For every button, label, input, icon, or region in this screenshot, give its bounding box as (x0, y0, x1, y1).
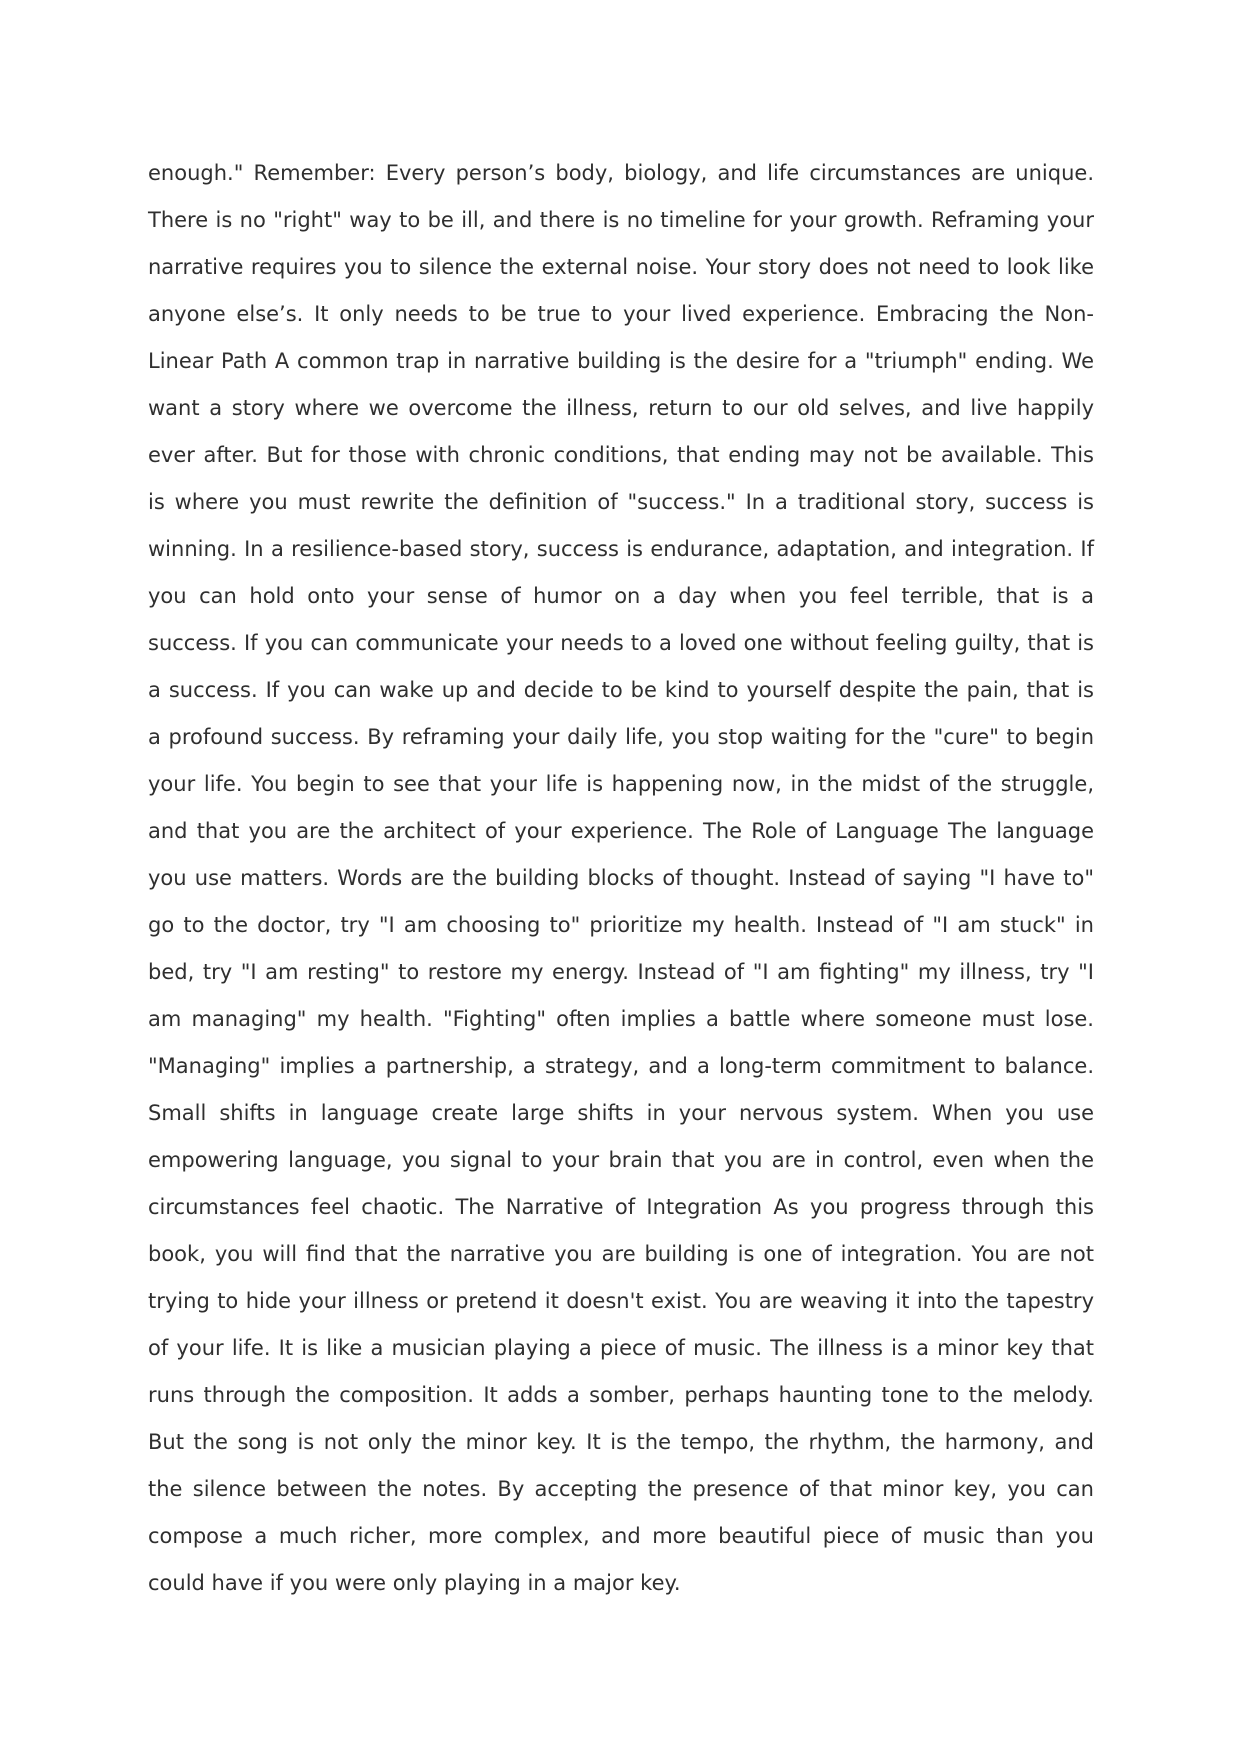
text-line: a profound success. By reframing your daily life, you stop waiting for the "cure" to begin (148, 725, 1094, 749)
text-line: narrative requires you to silence the external noise. Your story does not need to look like (148, 255, 1094, 279)
text-line: of your life. It is like a musician playing a piece of music. The illness is a minor key that (148, 1336, 1094, 1360)
text-line: But the song is not only the minor key. It is the tempo, the rhythm, the harmony, and (148, 1430, 1094, 1454)
text-line: you can hold onto your sense of humor on a day when you feel terrible, that is a (148, 584, 1094, 608)
text-line: Small shifts in language create large shifts in your nervous system. When you use (148, 1101, 1094, 1125)
text-line: a success. If you can wake up and decide to be kind to yourself despite the pain, that is (148, 678, 1094, 702)
text-line: circumstances feel chaotic. The Narrative of Integration As you progress through this (148, 1195, 1094, 1219)
text-line: want a story where we overcome the illness, return to our old selves, and live happily (148, 396, 1094, 420)
text-line: bed, try "I am resting" to restore my energy. Instead of "I am fighting" my illness, try "I (148, 960, 1094, 984)
text-line: There is no "right" way to be ill, and there is no timeline for your growth. Reframing your (148, 208, 1094, 232)
text-line: "Managing" implies a partnership, a strategy, and a long-term commitment to balance. (148, 1054, 1094, 1078)
text-line: enough." Remember: Every person’s body, biology, and life circumstances are unique. (148, 161, 1094, 185)
text-line: winning. In a resilience-based story, success is endurance, adaptation, and integration. If (148, 537, 1094, 561)
text-line: you use matters. Words are the building blocks of thought. Instead of saying "I have to" (148, 866, 1094, 890)
text-line: empowering language, you signal to your brain that you are in control, even when the (148, 1148, 1094, 1172)
text-line: trying to hide your illness or pretend it doesn't exist. You are weaving it into the tapestry (148, 1289, 1094, 1313)
text-line: am managing" my health. "Fighting" often implies a battle where someone must lose. (148, 1007, 1094, 1031)
text-line: runs through the composition. It adds a somber, perhaps haunting tone to the melody. (148, 1383, 1094, 1407)
text-line: book, you will find that the narrative you are building is one of integration. You are not (148, 1242, 1094, 1266)
text-line: go to the doctor, try "I am choosing to" prioritize my health. Instead of "I am stuck" in (148, 913, 1094, 937)
text-line: could have if you were only playing in a major key. (148, 1571, 681, 1595)
text-line: compose a much richer, more complex, and more beautiful piece of music than you (148, 1524, 1094, 1548)
text-line: the silence between the notes. By accepting the presence of that minor key, you can (148, 1477, 1094, 1501)
text-line: anyone else’s. It only needs to be true to your lived experience. Embracing the Non- (148, 302, 1094, 326)
body-paragraph (148, 150, 1094, 1607)
text-line: Linear Path A common trap in narrative building is the desire for a "triumph" ending. We (148, 349, 1094, 373)
text-line: and that you are the architect of your experience. The Role of Language The language (148, 819, 1094, 843)
text-line: is where you must rewrite the definition of "success." In a traditional story, success is (148, 490, 1094, 514)
text-line: your life. You begin to see that your life is happening now, in the midst of the struggle, (148, 772, 1094, 796)
text-line: success. If you can communicate your needs to a loved one without feeling guilty, that is (148, 631, 1094, 655)
text-line: ever after. But for those with chronic conditions, that ending may not be available. This (148, 443, 1094, 467)
